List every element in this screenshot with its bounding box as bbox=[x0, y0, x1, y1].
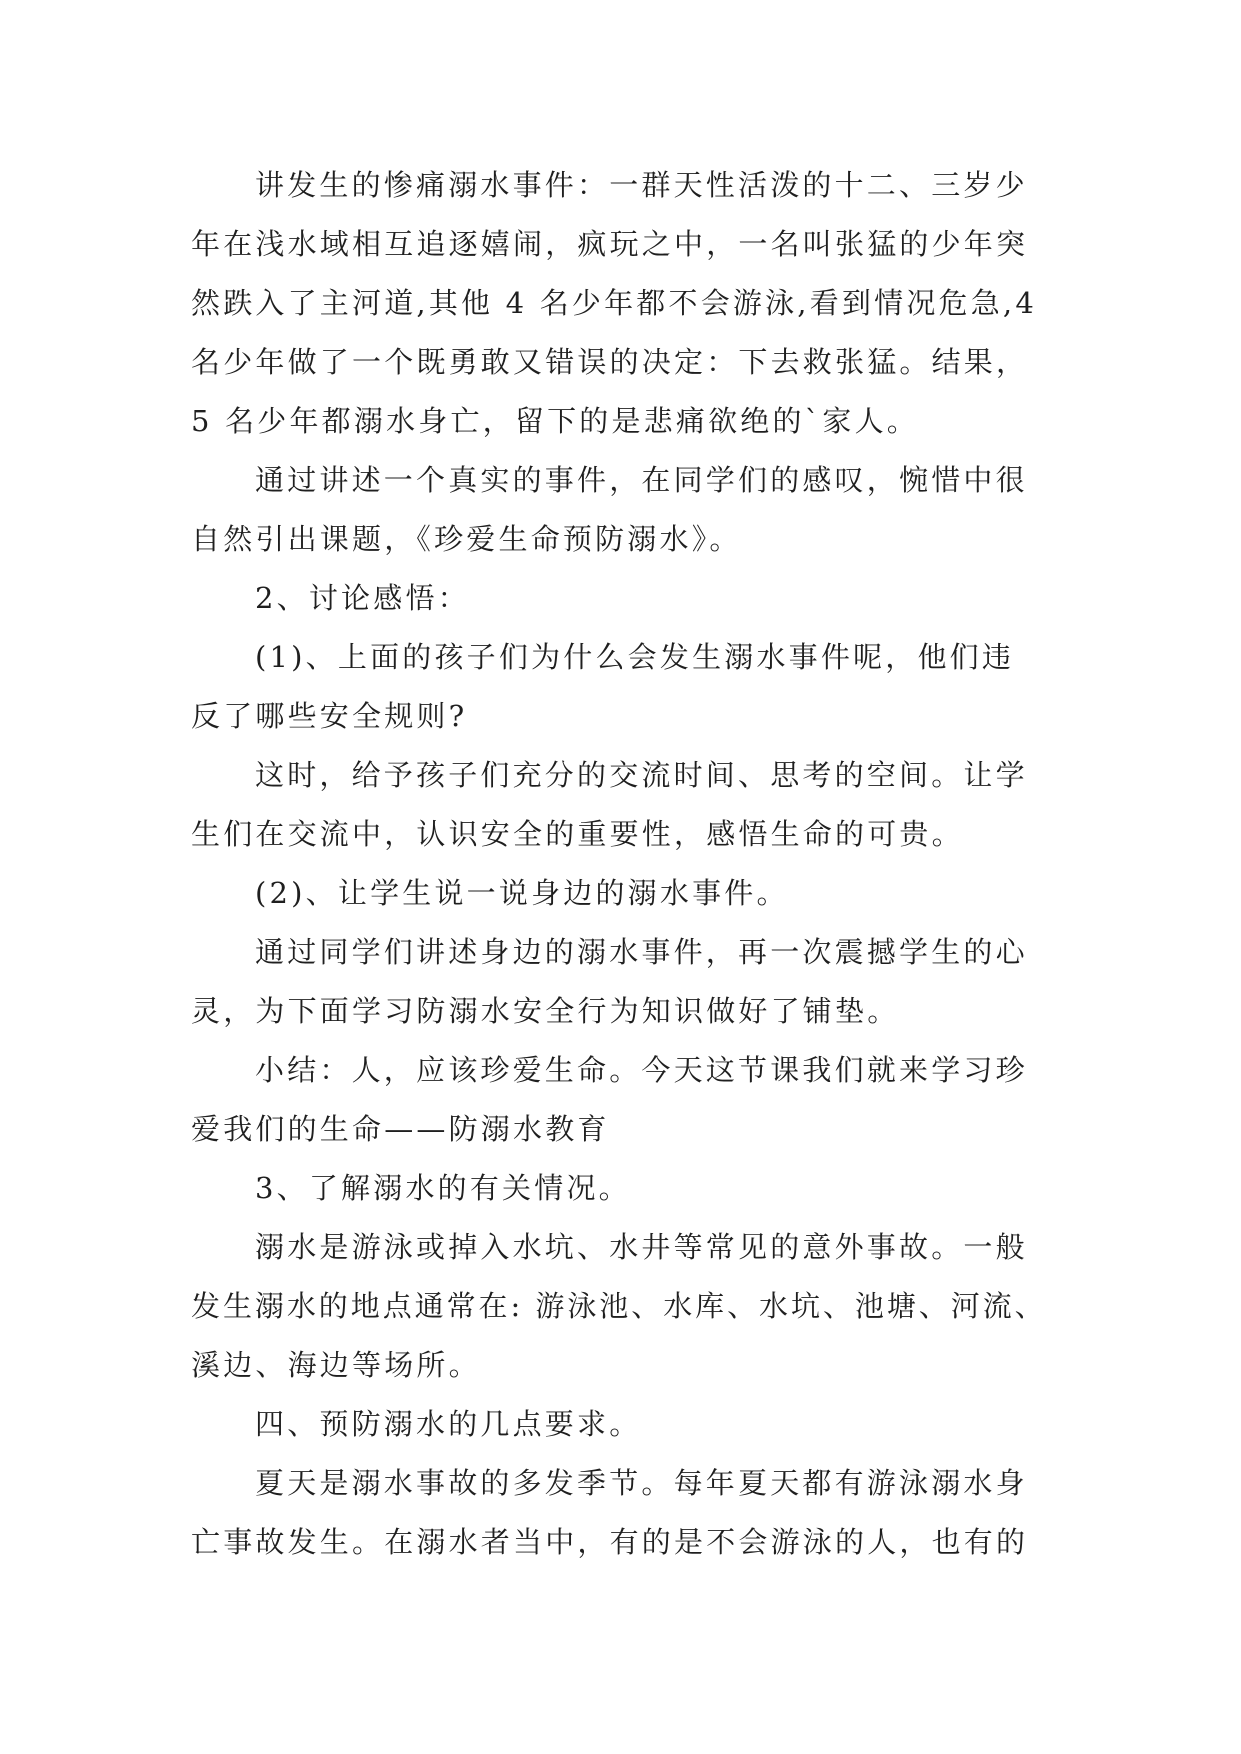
text-line: 2、讨论感悟： bbox=[255, 581, 470, 615]
text-line: 溺水是游泳或掉入水坑、水井等常见的意外事故。一般 bbox=[255, 1230, 1028, 1264]
text-line: 夏天是溺水事故的多发季节。每年夏天都有游泳溺水身 bbox=[255, 1466, 1028, 1500]
text-line: 年在浅水域相互追逐嬉闹，疯玩之中，一名叫张猛的少年突 bbox=[191, 227, 1029, 261]
document-body bbox=[191, 156, 1053, 1572]
text-line: (2)、让学生说一说身边的溺水事件。 bbox=[255, 876, 789, 910]
text-line: 自然引出课题，《珍爱生命预防溺水》。 bbox=[191, 522, 742, 556]
text-line: 亡事故发生。在溺水者当中，有的是不会游泳的人，也有的 bbox=[191, 1525, 1029, 1559]
text-line: 3、了解溺水的有关情况。 bbox=[255, 1171, 631, 1205]
text-line: 灵，为下面学习防溺水安全行为知识做好了铺垫。 bbox=[191, 994, 900, 1028]
text-line: 这时，给予孩子们充分的交流时间、思考的空间。让学 bbox=[255, 758, 1028, 792]
text-line: 四、预防溺水的几点要求。 bbox=[255, 1407, 642, 1441]
text-line: 反了哪些安全规则? bbox=[191, 699, 468, 733]
text-line: (1)、上面的孩子们为什么会发生溺水事件呢，他们违 bbox=[255, 640, 1015, 674]
text-line: 然跌入了主河道,其他 4 名少年都不会游泳,看到情况危急,4 bbox=[191, 286, 1037, 320]
text-line: 小结：人，应该珍爱生命。今天这节课我们就来学习珍 bbox=[255, 1053, 1028, 1087]
text-line: 通过同学们讲述身边的溺水事件，再一次震撼学生的心 bbox=[255, 935, 1028, 969]
text-line: 爱我们的生命——防溺水教育 bbox=[191, 1112, 610, 1146]
text-line: 名少年做了一个既勇敢又错误的决定：下去救张猛。结果， bbox=[191, 345, 1029, 379]
text-line: 5 名少年都溺水身亡，留下的是悲痛欲绝的`家人。 bbox=[191, 404, 919, 438]
text-line: 通过讲述一个真实的事件，在同学们的感叹，惋惜中很 bbox=[255, 463, 1028, 497]
text-line: 讲发生的惨痛溺水事件：一群天性活泼的十二、三岁少 bbox=[255, 168, 1028, 202]
text-line: 发生溺水的地点通常在: 游泳池、水库、水坑、池塘、河流、 bbox=[191, 1289, 1047, 1323]
text-line: 生们在交流中，认识安全的重要性，感悟生命的可贵。 bbox=[191, 817, 964, 851]
text-line: 溪边、海边等场所。 bbox=[191, 1348, 481, 1382]
